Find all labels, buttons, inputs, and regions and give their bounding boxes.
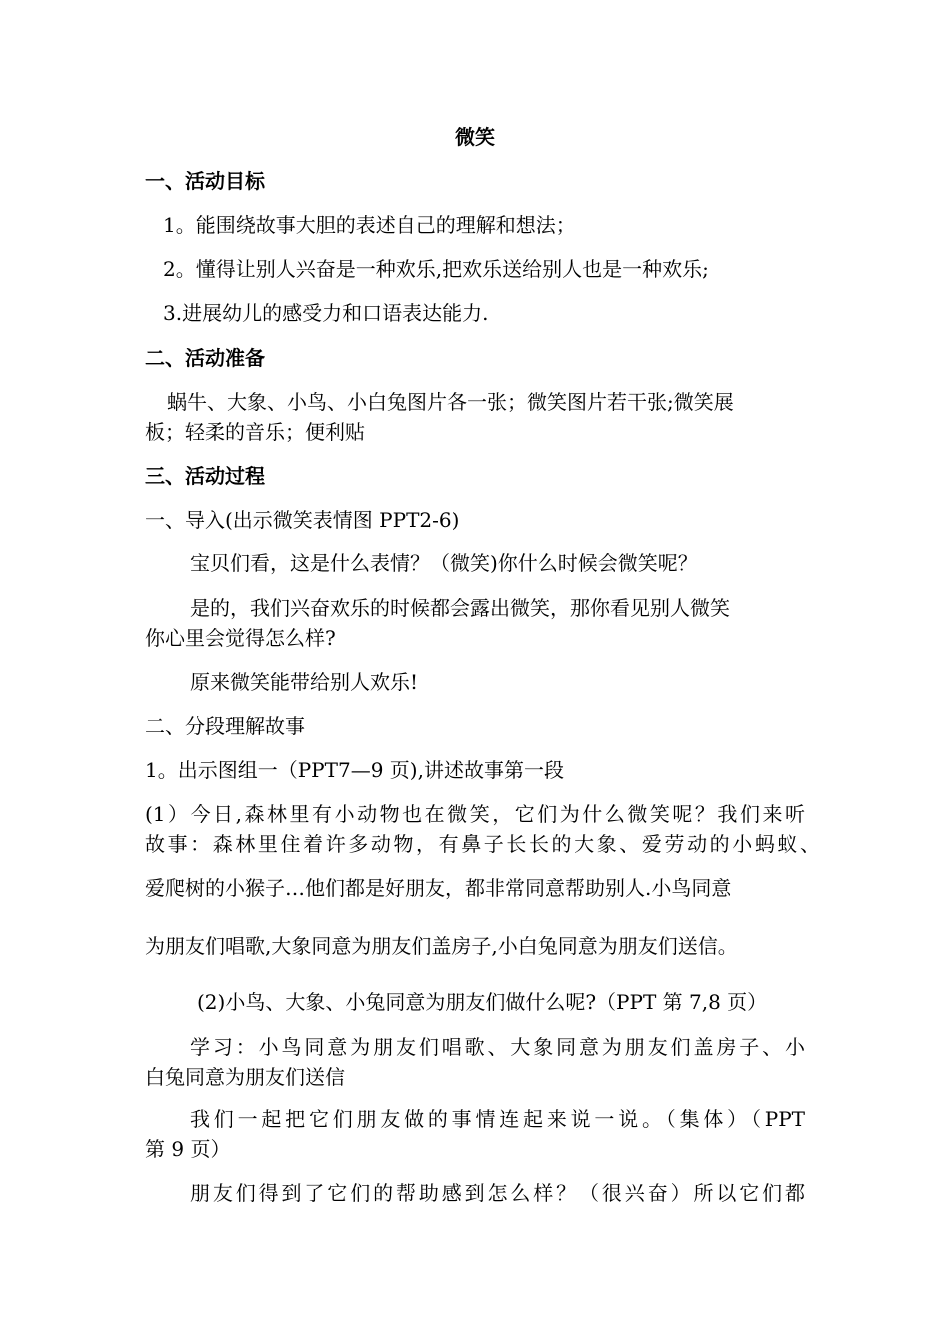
preparation-line-1: 蜗牛、大象、小鸟、小白兔图片各一张；微笑图片若干张;微笑展 bbox=[167, 390, 734, 414]
intro-paragraph-3: 原来微笑能带给别人欢乐! bbox=[190, 670, 419, 694]
story-line-2: 故事：森林里住着许多动物，有鼻子长长的大象、爱劳动的小蚂蚁、 bbox=[145, 832, 820, 856]
intro-paragraph-1: 宝贝们看，这是什么表情？（微笑)你什么时候会微笑呢？ bbox=[190, 551, 698, 575]
together-line-2: 第 9 页） bbox=[145, 1137, 231, 1161]
section-heading-preparation: 二、活动准备 bbox=[145, 346, 265, 370]
subsection-heading-story: 二、分段理解故事 bbox=[145, 714, 305, 738]
story-line-1: (1）今日,森林里有小动物也在微笑，它们为什么微笑呢？我们来听 bbox=[145, 802, 805, 826]
intro-paragraph-2-line-2: 你心里会觉得怎么样? bbox=[145, 626, 336, 650]
last-line: 朋友们得到了它们的帮助感到怎么样？（很兴奋）所以它们都 bbox=[190, 1181, 805, 1205]
learn-line-2: 白兔同意为朋友们送信 bbox=[145, 1065, 345, 1089]
learn-line-1: 学习：小鸟同意为朋友们唱歌、大象同意为朋友们盖房子、小 bbox=[190, 1035, 805, 1059]
story-step-1: 1。出示图组一（PPT7—9 页),讲述故事第一段 bbox=[145, 758, 564, 782]
together-line-1: 我们一起把它们朋友做的事情连起来说一说。（集体）（PPT bbox=[190, 1107, 805, 1131]
goal-item-3: 3.进展幼儿的感受力和口语表达能力. bbox=[163, 301, 489, 325]
section-heading-process: 三、活动过程 bbox=[145, 464, 265, 488]
story-line-3: 爱爬树的小猴子…他们都是好朋友，都非常同意帮助别人.小鸟同意 bbox=[145, 876, 732, 900]
document-title: 微笑 bbox=[455, 125, 495, 149]
intro-paragraph-2-line-1: 是的，我们兴奋欢乐的时候都会露出微笑，那你看见别人微笑 bbox=[190, 596, 730, 620]
section-heading-goals: 一、活动目标 bbox=[145, 169, 265, 193]
story-question-2: (2)小鸟、大象、小兔同意为朋友们做什么呢?（PPT 第 7,8 页） bbox=[197, 990, 768, 1014]
goal-item-2: 2。懂得让别人兴奋是一种欢乐,把欢乐送给别人也是一种欢乐; bbox=[163, 257, 709, 281]
preparation-line-2: 板；轻柔的音乐；便利贴 bbox=[145, 420, 365, 444]
story-line-4: 为朋友们唱歌,大象同意为朋友们盖房子,小白兔同意为朋友们送信。 bbox=[145, 934, 738, 958]
subsection-heading-intro: 一、导入(出示微笑表情图 PPT2-6) bbox=[145, 508, 460, 532]
goal-item-1: 1。能围绕故事大胆的表述自己的理解和想法； bbox=[163, 213, 576, 237]
